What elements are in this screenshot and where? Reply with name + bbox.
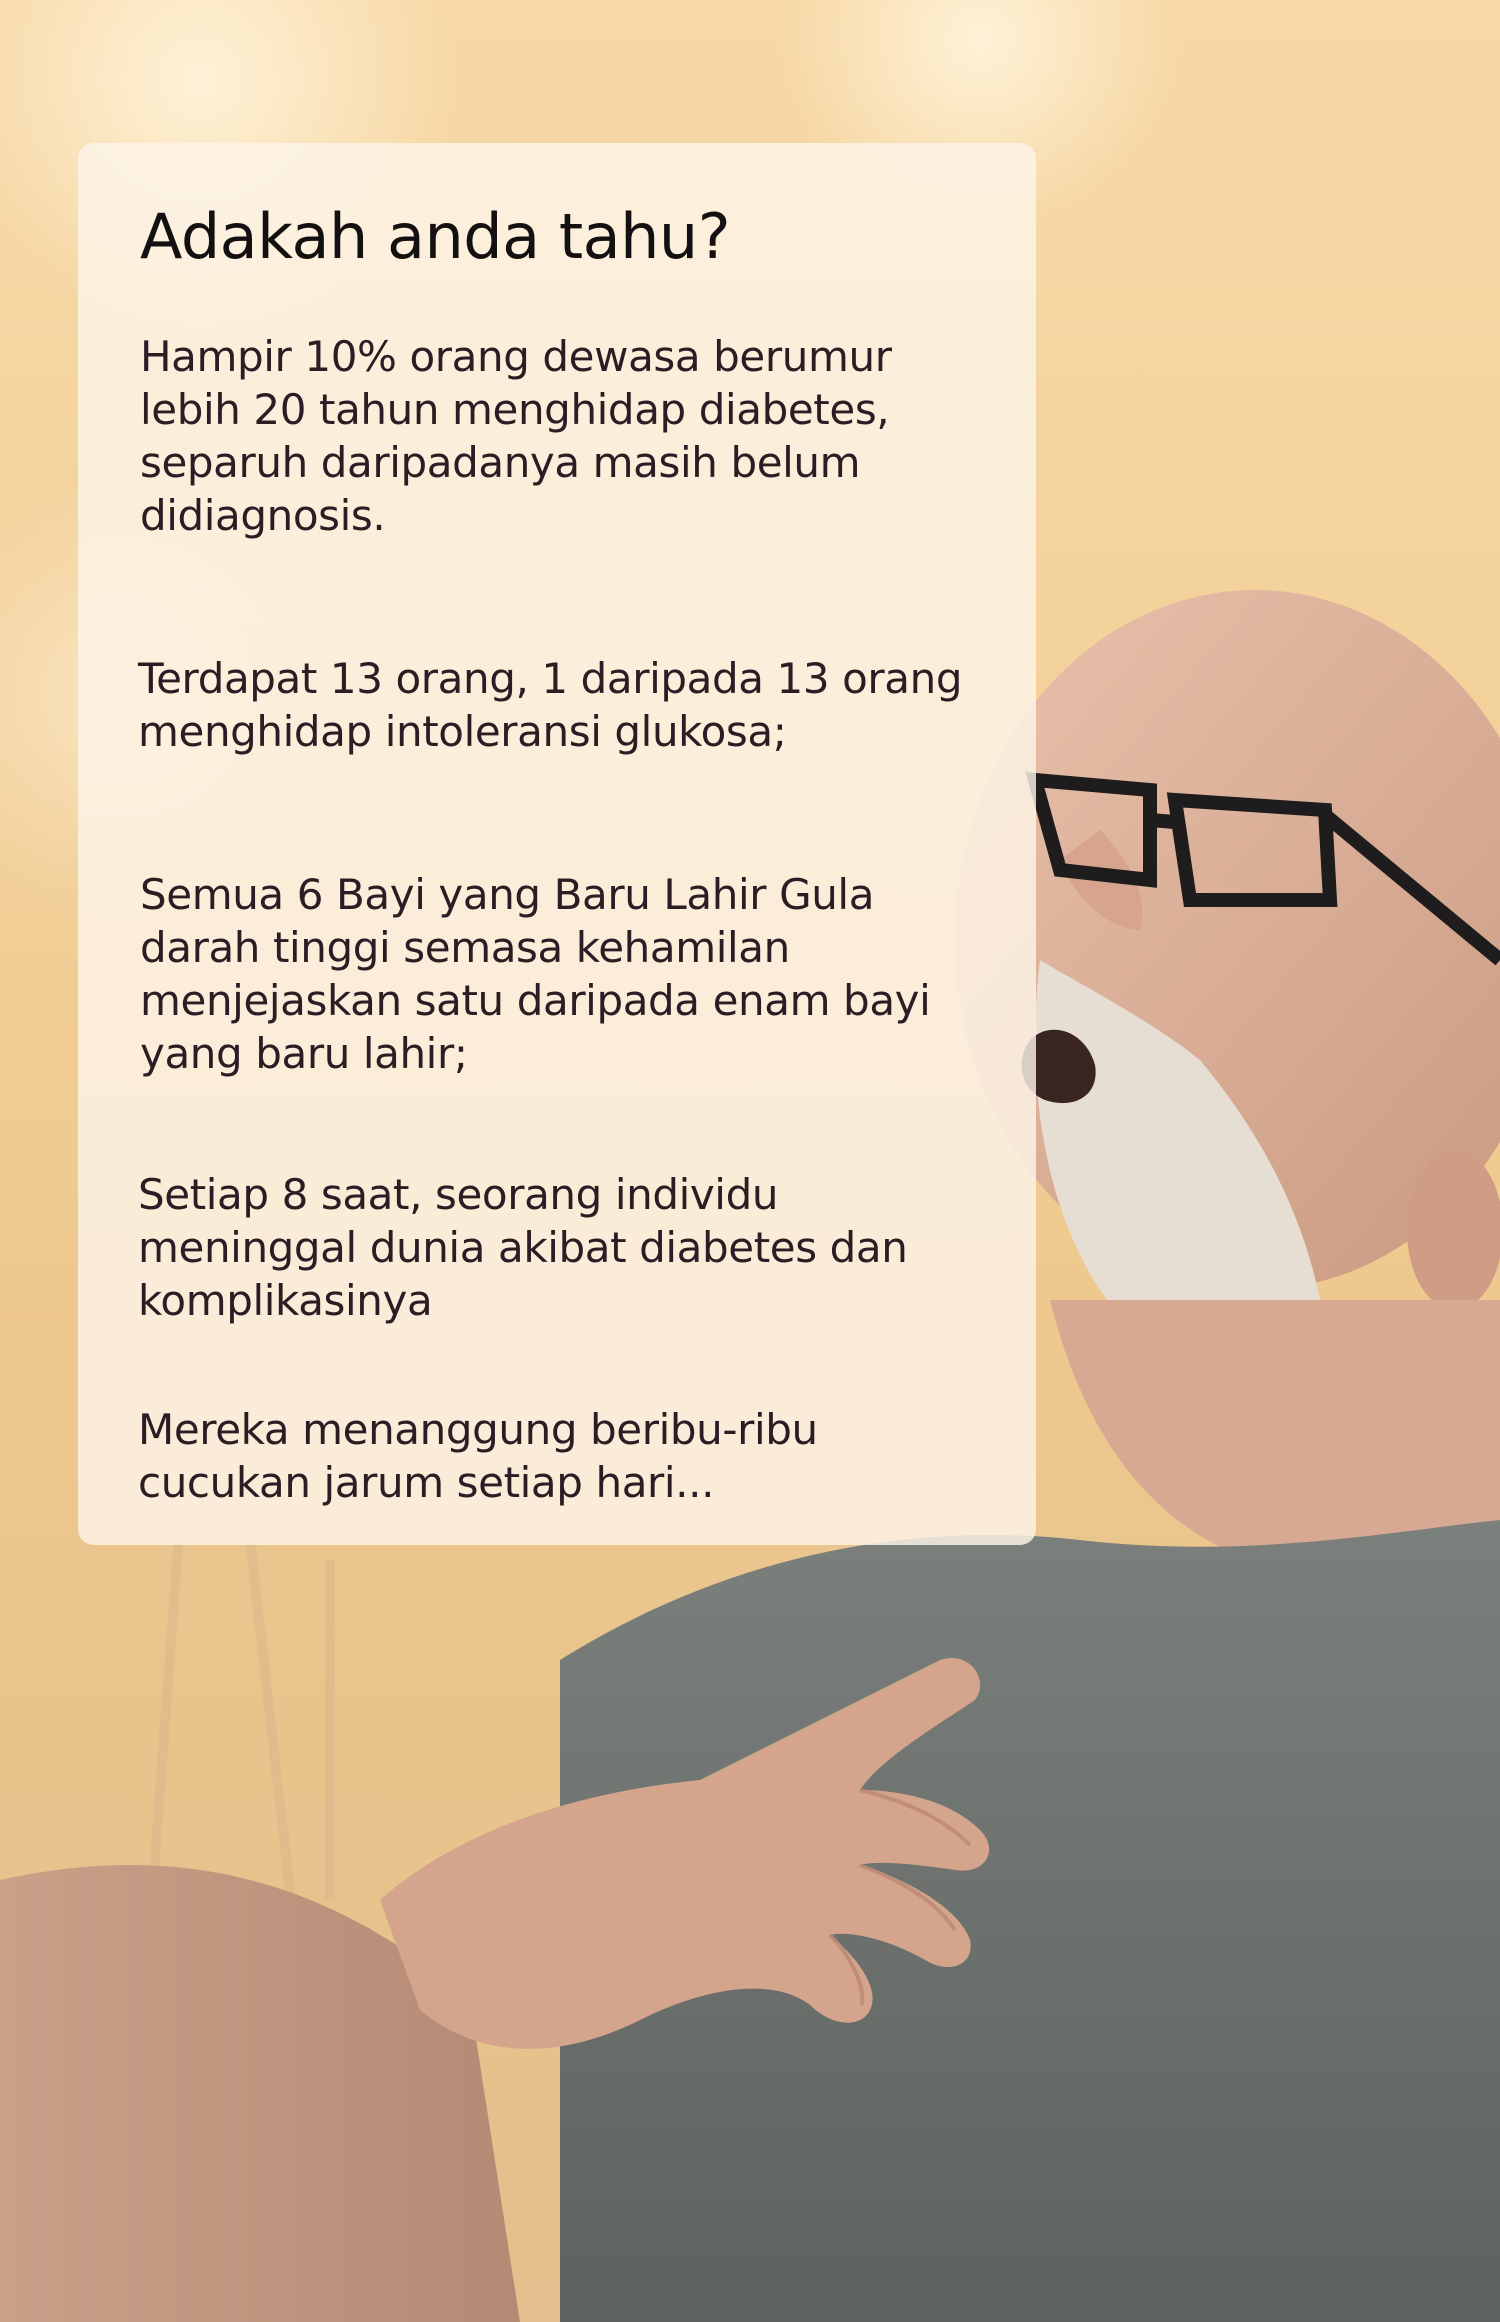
fact-item: Setiap 8 saat, seorang individu meninggal dunia akibat diabetes dan komplikasinya xyxy=(138,1170,908,1325)
fact-item: Terdapat 13 orang, 1 daripada 13 orang menghidap intoleransi glukosa; xyxy=(138,654,963,756)
fact-item: Mereka menanggung beribu-ribu cucukan jarum setiap hari... xyxy=(138,1405,818,1507)
card-title: Adakah anda tahu? xyxy=(140,200,731,273)
fact-item: Hampir 10% orang dewasa berumur lebih 20 tahun menghidap diabetes, separuh daripadanya masih belum didiagnosis. xyxy=(140,332,892,540)
fact-item: Semua 6 Bayi yang Baru Lahir Gula darah tinggi semasa kehamilan menjejaskan satu daripada enam bayi yang baru lahir; xyxy=(140,870,931,1078)
